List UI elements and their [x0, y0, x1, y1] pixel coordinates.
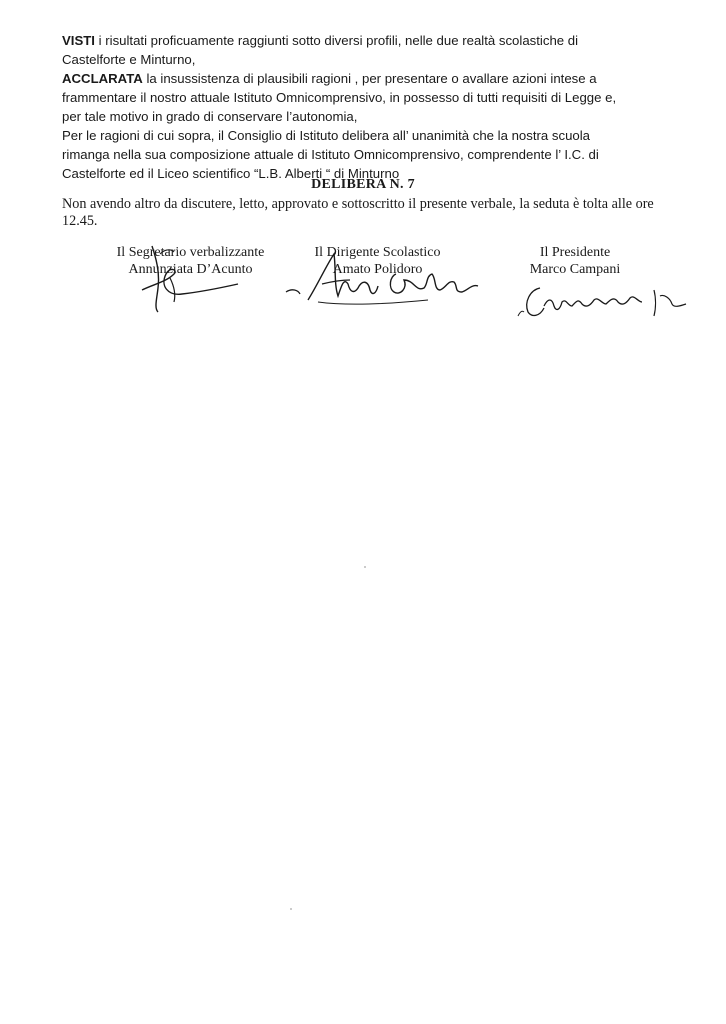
scan-speck	[364, 566, 366, 568]
paragraph-line: Castelforte e Minturno,	[62, 52, 196, 67]
scan-speck	[290, 908, 292, 910]
signatory-secretary	[98, 244, 283, 278]
paragraph-line: rimanga nella sua composizione attuale di Istituto Omnicomprensivo, comprendente l’ I.C. di	[62, 147, 599, 162]
signatory-role: Il Segretario verbalizzante	[116, 245, 265, 260]
signatory-role: Il Presidente	[539, 245, 611, 260]
signatory-name: Amato Polidoro	[332, 262, 423, 277]
signatory-role: Il Dirigente Scolastico	[314, 245, 441, 260]
signatory-president	[510, 244, 640, 278]
signatory-principal	[290, 244, 465, 278]
handwritten-signature-president	[510, 276, 700, 326]
paragraph-line: la insussistenza di plausibili ragioni , per presentare o avallare azioni intese a	[142, 71, 597, 86]
paragraph-line: frammentare il nostro attuale Istituto Omnicomprensivo, in possesso di tutti requisiti di Legge e,	[62, 90, 617, 105]
paragraph-line: per tale motivo in grado di conservare l’autonomia,	[62, 109, 358, 124]
signatory-name: Annunziata D’Acunto	[128, 262, 253, 277]
closing-text: Non avendo altro da discutere, letto, approvato e sottoscritto il presente verbale, la seduta è tolta alle ore 12.45.	[62, 196, 654, 229]
paragraph-line: i risultati proficuamente raggiunti sotto diversi profili, nelle due realtà scolastiche di	[94, 33, 579, 48]
paragraph-line: Castelforte ed il Liceo scientifico “L.B. Alberti “ di Minturno	[62, 166, 400, 181]
lead-word-acclarata: ACCLARATA	[62, 71, 143, 86]
paragraph-ragioni	[62, 126, 672, 183]
signatory-name: Marco Campani	[529, 262, 621, 277]
paragraph-acclarata	[62, 69, 672, 126]
lead-word-visti: VISTI	[62, 33, 95, 48]
delibera-heading: DELIBERA N. 7	[311, 177, 415, 192]
paragraph-visti	[62, 31, 672, 69]
paragraph-line: Per le ragioni di cui sopra, il Consiglio di Istituto delibera all’ unanimità che la nostra scuola	[62, 128, 591, 143]
